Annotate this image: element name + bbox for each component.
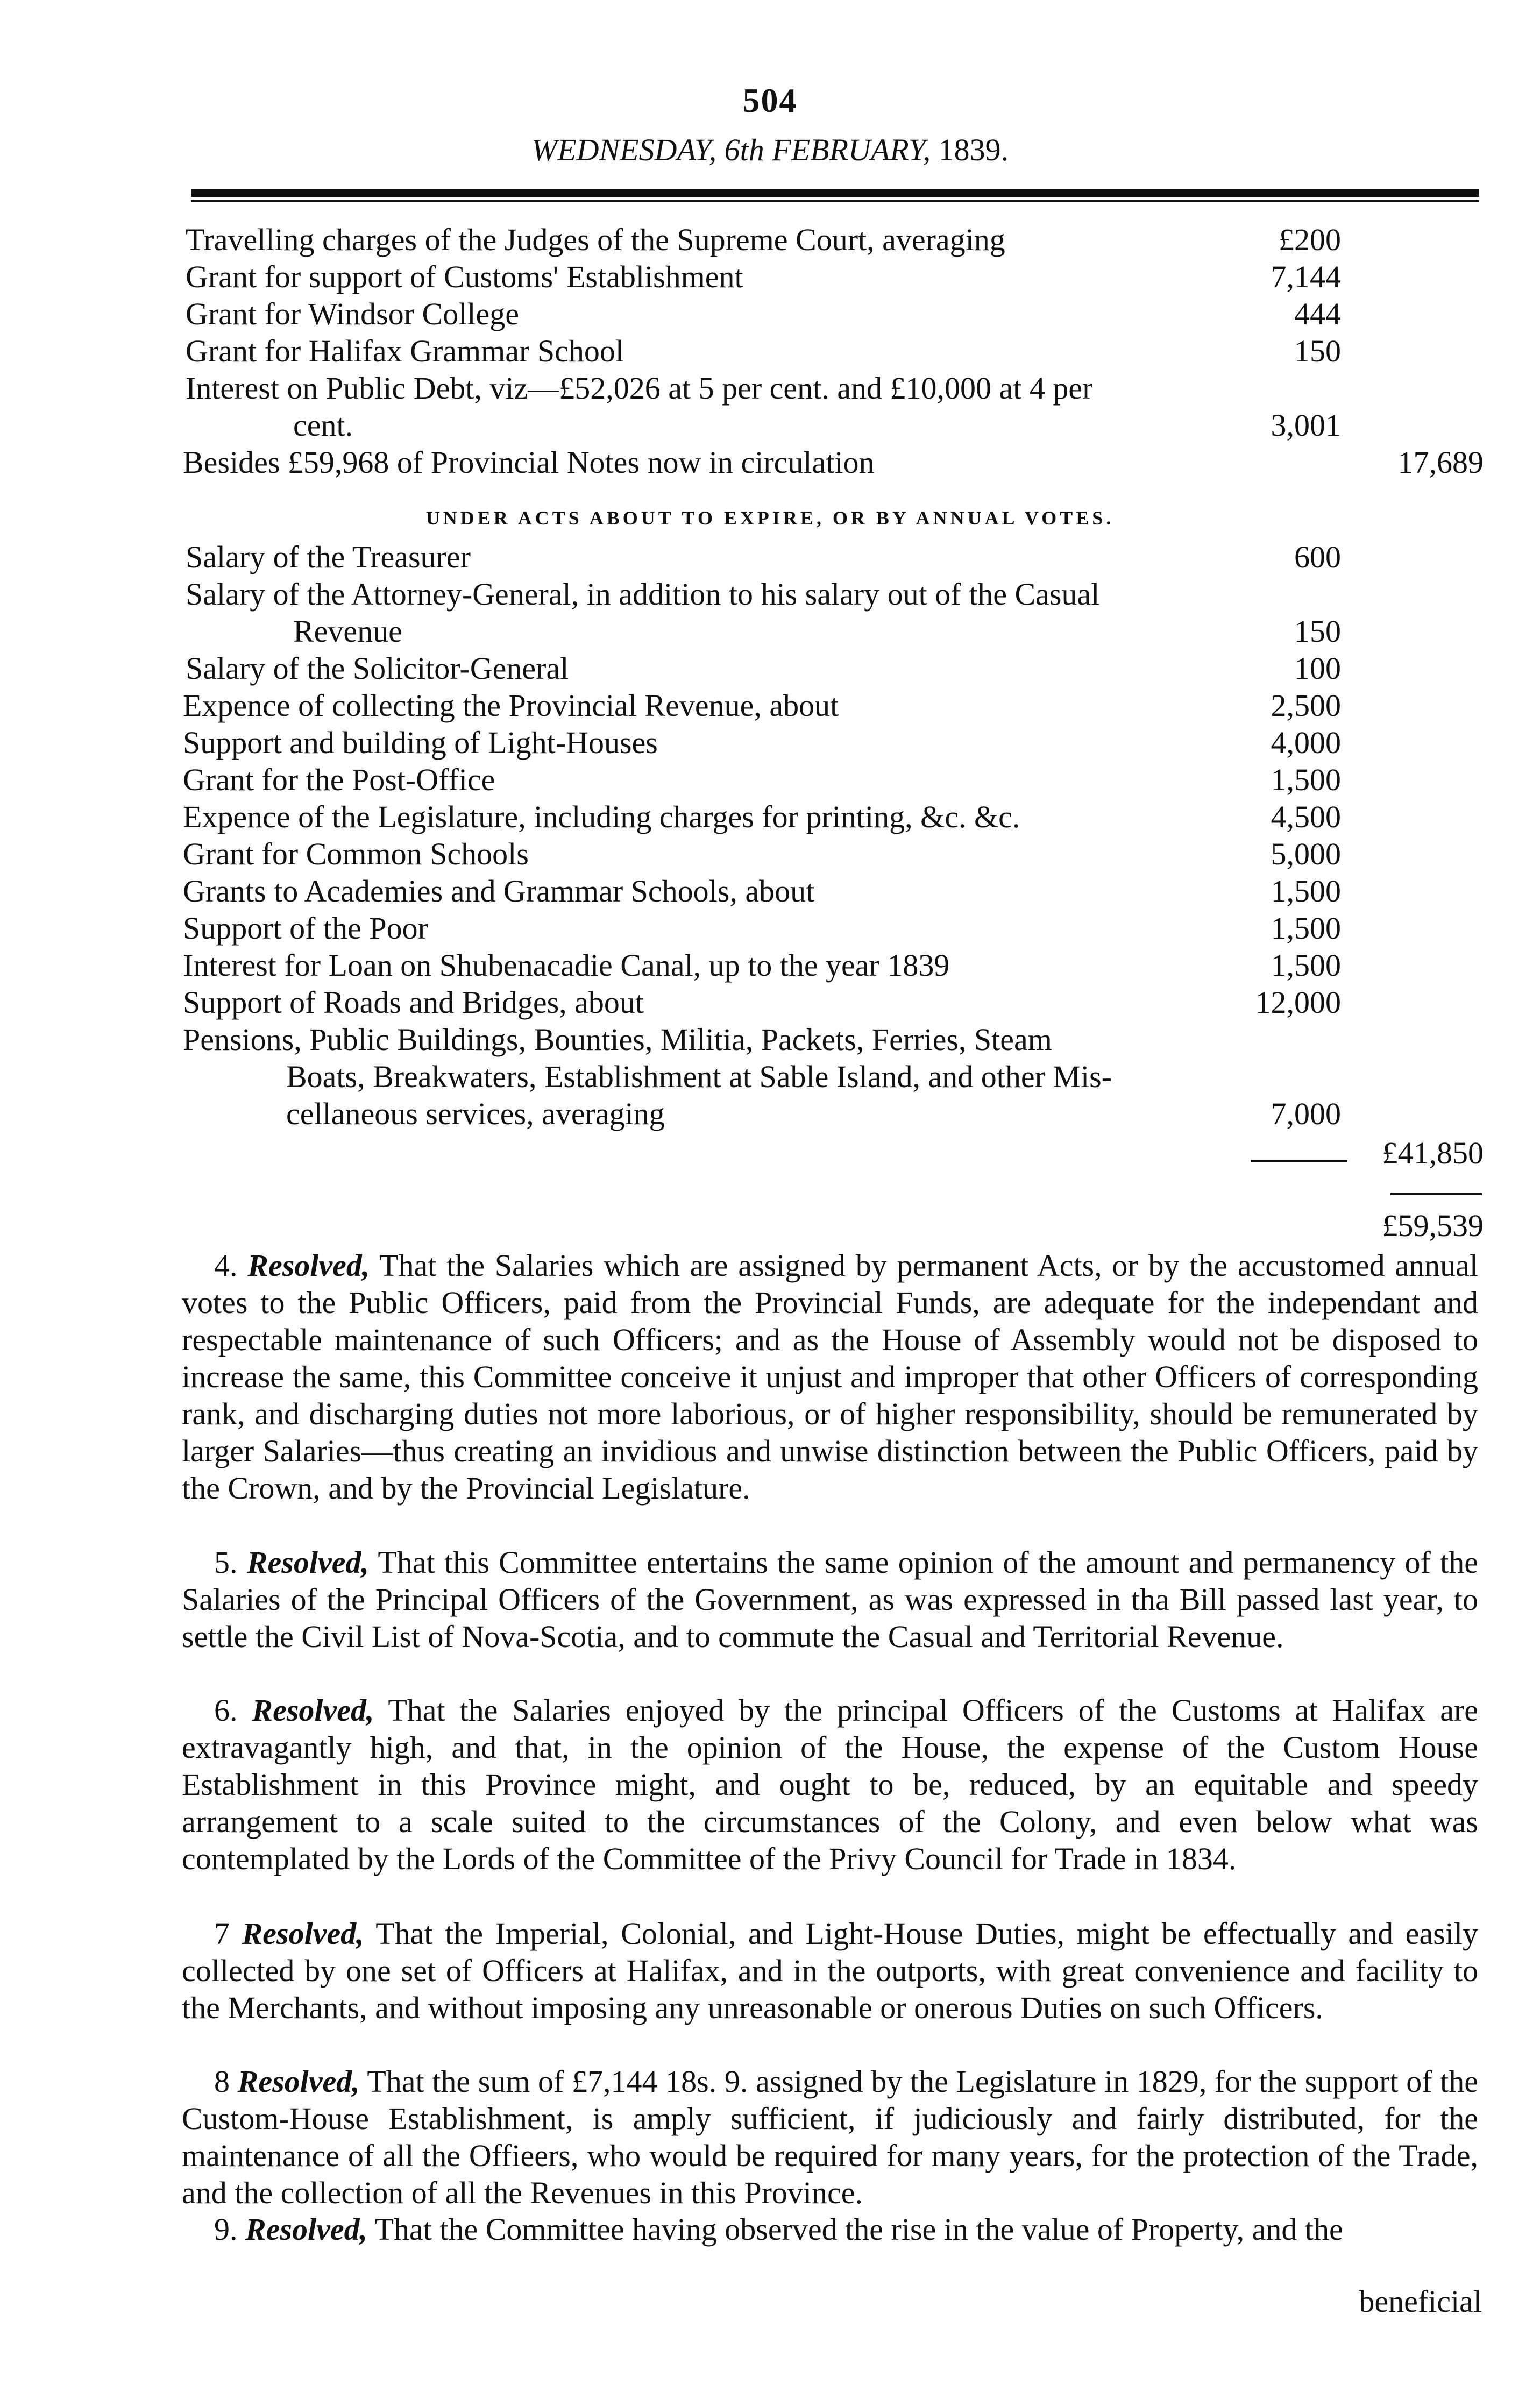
expense-row [0, 725, 1540, 761]
resolution-number: 9. [214, 2212, 238, 2247]
expense-amount: 1,500 [1271, 948, 1341, 983]
header-rule-thick [191, 189, 1479, 197]
resolved-word: Resolved, [252, 1693, 374, 1728]
expense-row [0, 613, 1540, 650]
expense-label: Travelling charges of the Judges of the Supreme Court, averaging [186, 222, 1005, 257]
grand-total-amount: £59,539 [1382, 1208, 1484, 1243]
expense-amount: 600 [1294, 540, 1341, 574]
expense-label: Support and building of Light-Houses [183, 725, 658, 760]
expense-row [0, 576, 1540, 613]
expense-label: Grant for the Post-Office [183, 762, 495, 797]
expense-row [0, 836, 1540, 872]
expense-row [0, 444, 1540, 481]
resolution-paragraph [182, 1915, 1478, 2026]
expense-label: Expence of collecting the Provincial Revenue, about [183, 688, 839, 723]
resolved-word: Resolved, [246, 1545, 369, 1580]
expense-label: cellaneous services, averaging [286, 1096, 665, 1131]
expense-amount: 1,500 [1271, 874, 1341, 909]
expense-row [0, 222, 1540, 258]
expense-amount: 100 [1294, 651, 1341, 686]
expense-amount: 150 [1294, 614, 1341, 649]
expense-label: Salary of the Attorney-General, in addition to his salary out of the Casual [186, 577, 1100, 612]
resolution-text: That the Imperial, Colonial, and Light-House Duties, might be effectually and easily collected by one set of Officers at Halifax, and in the outports, with great convenience and facility to the Merchants, and without imposing any unreasonable or onerous Duties on such Officers. [182, 1916, 1478, 2025]
resolution-paragraph [182, 1544, 1478, 1655]
expense-label: Salary of the Solicitor-General [186, 651, 569, 686]
expense-label: Grants to Academies and Grammar Schools, about [183, 874, 815, 909]
expense-label: Interest for Loan on Shubenacadie Canal, up to the year 1839 [183, 948, 950, 983]
grand-total-row [0, 1208, 1540, 1244]
resolved-word: Resolved, [237, 2064, 360, 2099]
expense-row [0, 333, 1540, 370]
date-year: 1839. [938, 132, 1009, 167]
expense-label: Boats, Breakwaters, Establishment at Sable Island, and other Mis- [286, 1059, 1112, 1094]
resolution-number: 6. [214, 1693, 238, 1728]
expense-label: Expence of the Legislature, including charges for printing, &c. &c. [183, 799, 1020, 834]
subtotal-amount: £41,850 [1382, 1135, 1484, 1170]
expense-label: Besides £59,968 of Provincial Notes now in circulation [183, 445, 875, 480]
expense-label: Pensions, Public Buildings, Bounties, Militia, Packets, Ferries, Steam [183, 1022, 1052, 1057]
page-number: 504 [742, 81, 798, 119]
date-weekday: WEDNESDAY, [531, 132, 717, 167]
expense-amount: 7,144 [1271, 259, 1341, 294]
resolution-text: That this Committee entertains the same opinion of the amount and permanency of the Salaries of the Principal Officers of the Government, as was expressed in tha Bill passed last year, to settle the Civil List of Nova-Scotia, and to commute the Casual and Territorial Revenue. [182, 1545, 1479, 1654]
page-date-heading [0, 132, 1540, 168]
expense-row [0, 947, 1540, 984]
resolution-text: That the Committee having observed the rise in the value of Property, and the [374, 2212, 1343, 2247]
expense-label: Grant for Common Schools [183, 836, 529, 871]
expense-row [0, 687, 1540, 724]
expense-amount: 4,500 [1271, 799, 1341, 834]
expense-amount: 1,500 [1271, 911, 1341, 946]
resolution-number: 7 [214, 1916, 230, 1951]
resolved-word: Resolved, [247, 1248, 370, 1283]
resolution-number: 8 [214, 2064, 230, 2099]
expense-label: Grant for support of Customs' Establishment [186, 259, 743, 294]
expense-row [0, 910, 1540, 947]
date-month: FEBRUARY, [772, 132, 931, 167]
expense-row [0, 650, 1540, 687]
section-total: 17,689 [1397, 445, 1484, 480]
resolution-paragraph [182, 2063, 1478, 2211]
expense-amount: 1,500 [1271, 762, 1341, 797]
expense-amount: £200 [1279, 222, 1341, 257]
catchword: beneficial [1359, 2284, 1482, 2319]
resolution-text: That the sum of £7,144 18s. 9. assigned by the Legislature in 1829, for the support of the Custom-House Establishment, is amply sufficient, if judiciously and fairly distributed, for the maintenance of all the Offieers, who would be required for many years, for the protection of the Trade, and the collection of all the Revenues in this Province. [182, 2064, 1479, 2210]
expense-row [0, 799, 1540, 835]
expense-row [0, 1096, 1540, 1132]
expense-label: Interest on Public Debt, viz—£52,026 at 5 per cent. and £10,000 at 4 per [186, 371, 1093, 406]
resolved-word: Resolved, [242, 1916, 364, 1951]
expense-row [0, 259, 1540, 295]
expense-amount: 3,001 [1271, 408, 1341, 443]
resolution-paragraph [182, 1692, 1478, 1877]
expense-label: cent. [293, 408, 353, 443]
expense-row [0, 539, 1540, 576]
grand-total-rule [1390, 1193, 1482, 1195]
expense-row [0, 762, 1540, 798]
resolution-text: That the Salaries which are assigned by permanent Acts, or by the accustomed annual votes to the Public Officers, paid from the Provincial Funds, are adequate for the independant and respectable maintenance of such Officers; and as the House of Assembly would not be disposed to increase the same, this Committee conceive it unjust and improper that other Officers of corresponding rank, and discharging duties not more laborious, or of higher responsibility, should be remunerated by larger Salaries—thus creating an invidious and unwise distinction between the Public Officers, paid by the Crown, and by the Provincial Legislature. [182, 1248, 1478, 1506]
expense-row [0, 873, 1540, 910]
expense-label: Grant for Halifax Grammar School [186, 333, 624, 368]
header-rule-thin [191, 200, 1479, 202]
expense-label: Support of Roads and Bridges, about [183, 985, 644, 1020]
resolution-text: That the Salaries enjoyed by the principal Officers of the Customs at Halifax are extravagantly high, and that, in the opinion of the House, the expense of the Custom House Establishment in this Province might, and ought to be, reduced, by an equitable and speedy arrangement to a scale suited to the circumstances of the Colony, and even below what was contemplated by the Lords of the Committee of the Privy Council for Trade in 1834. [182, 1693, 1478, 1876]
expense-amount: 444 [1294, 296, 1341, 331]
resolution-paragraph [182, 2211, 1478, 2248]
expense-row [0, 296, 1540, 332]
expense-label: Support of the Poor [183, 911, 428, 946]
expense-row [0, 1059, 1540, 1095]
expense-amount: 5,000 [1271, 836, 1341, 871]
expense-amount: 12,000 [1255, 985, 1341, 1020]
resolution-paragraph [182, 1247, 1478, 1507]
expense-row [0, 1021, 1540, 1058]
resolution-number: 4. [214, 1248, 238, 1283]
date-day: 6th [724, 132, 764, 167]
resolution-number: 5. [214, 1545, 238, 1580]
expense-amount: 4,000 [1271, 725, 1341, 760]
subtotal-row [0, 1135, 1540, 1172]
expense-amount: 2,500 [1271, 688, 1341, 723]
expense-amount: 150 [1294, 333, 1341, 368]
expense-label: Salary of the Treasurer [186, 540, 471, 574]
section-heading: UNDER ACTS ABOUT TO EXPIRE, OR BY ANNUAL VOTES. [425, 507, 1115, 529]
expense-row [0, 984, 1540, 1021]
expense-row [0, 370, 1540, 407]
expense-amount: 7,000 [1271, 1096, 1341, 1131]
expense-label: Revenue [293, 614, 402, 649]
resolved-word: Resolved, [245, 2212, 368, 2247]
expense-label: Grant for Windsor College [186, 296, 519, 331]
expense-row [0, 407, 1540, 444]
